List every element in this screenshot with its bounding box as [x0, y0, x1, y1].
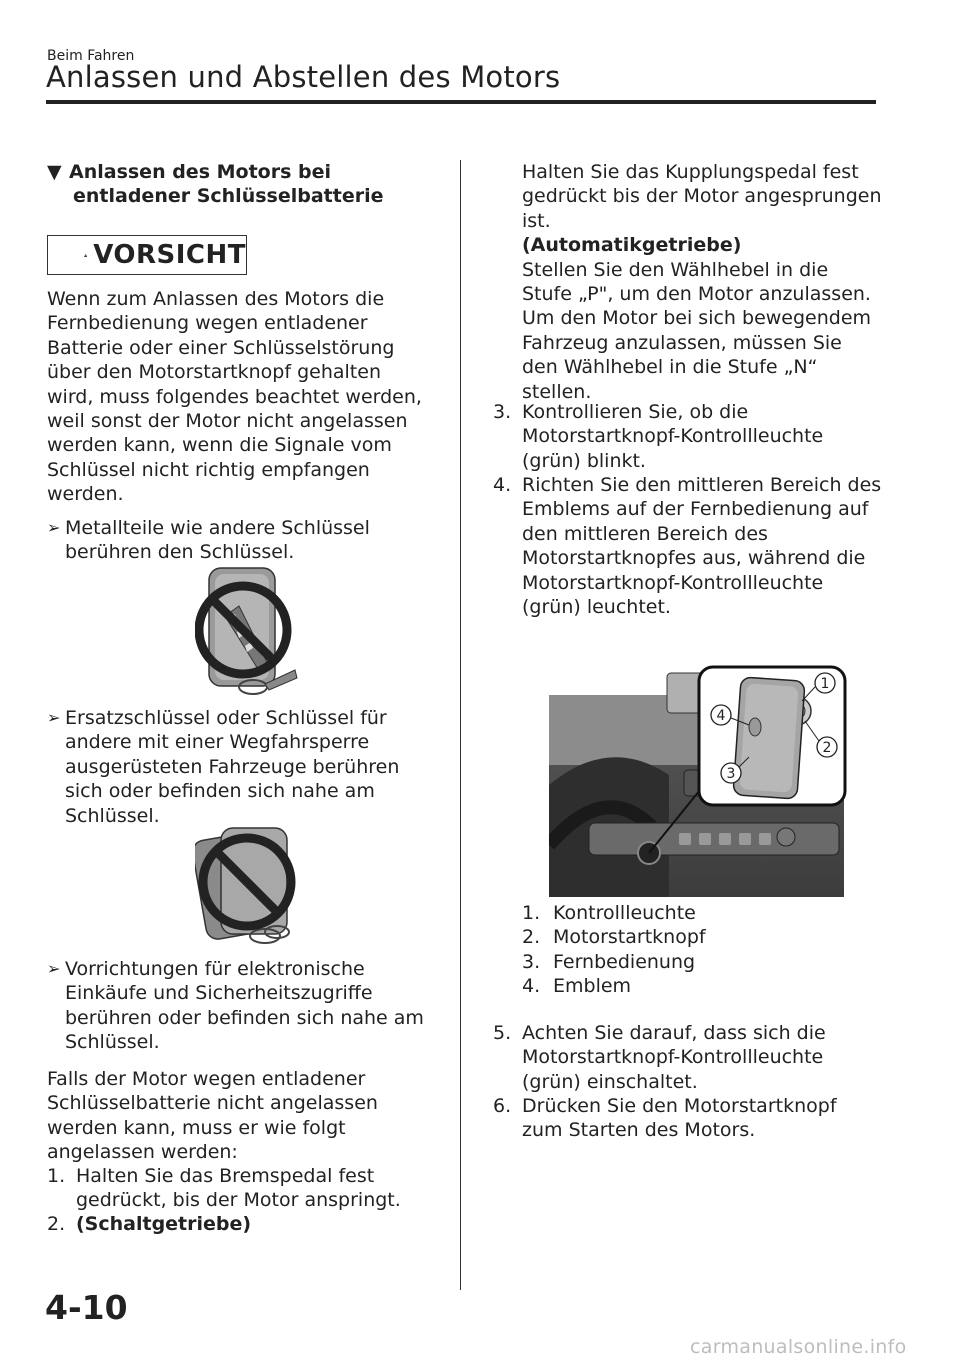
step-number: 3. — [493, 401, 512, 423]
title-rule — [46, 100, 876, 104]
start-button-figure — [549, 665, 849, 897]
step-text: Halten Sie das Bremspedal fest gedrückt, bis der Motor anspringt. — [76, 1165, 401, 1212]
step-item — [493, 1021, 883, 1094]
figure-legend — [522, 901, 822, 999]
two-keys-illustration — [195, 822, 305, 947]
bullet-text: Vorrichtungen für elektronische Einkäufe und Sicherheitszugriffe berühren oder befinden sich nahe am Schlüssel. — [65, 958, 424, 1054]
step-number: 5. — [493, 1022, 512, 1044]
legend-item — [522, 925, 822, 949]
step-text: Drücken Sie den Motorstartknopf zum Starten des Motors. — [522, 1095, 837, 1142]
key-with-metal-key-illustration — [195, 566, 305, 698]
section-heading-line2: entladener Schlüsselbatterie — [73, 185, 384, 207]
caution-bullet — [47, 516, 427, 565]
legend-item — [522, 974, 822, 998]
legend-number: 3. — [522, 950, 541, 973]
step-item — [47, 1164, 427, 1213]
warning-triangle-icon — [84, 242, 87, 269]
legend-text: Motorstartknopf — [553, 926, 706, 949]
chevron-right-icon: ➢ — [47, 959, 61, 978]
watermark: carmanualsonline.info — [690, 1336, 907, 1358]
chevron-right-icon: ➢ — [47, 518, 61, 537]
column-divider — [460, 160, 461, 1290]
step-item — [493, 473, 883, 619]
callout-4: 4 — [716, 708, 726, 724]
step-2-continuation — [522, 160, 882, 404]
breadcrumb: Beim Fahren — [47, 48, 135, 64]
callout-1: 1 — [820, 676, 830, 692]
legend-number: 1. — [522, 902, 541, 924]
manual-transmission-text: Halten Sie das Kupplungspedal fest gedrückt bis der Motor angesprungen ist. — [522, 161, 882, 232]
step-number: 1. — [47, 1165, 66, 1187]
section-heading — [47, 160, 384, 208]
page-title: Anlassen und Abstellen des Motors — [46, 60, 561, 94]
legend-number: 2. — [522, 926, 541, 949]
step-number: 4. — [493, 474, 512, 496]
step-number: 2. — [47, 1213, 66, 1235]
caution-bullet — [47, 706, 427, 828]
step-text: Achten Sie darauf, dass sich die Motorstartknopf-Kontrollleuchte (grün) einschaltet. — [522, 1022, 826, 1093]
intro-paragraph: Falls der Motor wegen entladener Schlüsselbatterie nicht angelassen werden kann, muss er wie folgt angelassen werden: — [47, 1068, 378, 1164]
step-text: Kontrollieren Sie, ob die Motorstartknopf-Kontrollleuchte (grün) blinkt. — [522, 401, 824, 472]
section-marker-icon: ▼ — [47, 161, 62, 183]
page-number: 4-10 — [45, 1288, 128, 1327]
step-item — [493, 400, 873, 473]
caution-box — [47, 235, 247, 275]
automatic-transmission-text: Stellen Sie den Wählhebel in die Stufe „P", um den Motor anzulassen. Um den Motor bei sich bewegendem Fahrzeug anzulassen, müssen Sie den Wählhebel in die Stufe „N“ stellen. — [522, 258, 872, 403]
step-text: Richten Sie den mittleren Bereich des Emblems auf der Fernbedienung auf den mittleren Bereich des Motorstartknopfes aus, während die Motorstartknopf-Kontrollleuchte (grün) leuchtet. — [522, 474, 882, 619]
automatic-transmission-label: (Automatikgetriebe) — [522, 234, 742, 257]
legend-text: Emblem — [553, 975, 632, 998]
step-number: 6. — [493, 1095, 512, 1117]
callout-2: 2 — [822, 740, 832, 756]
caution-label: VORSICHT — [93, 240, 246, 270]
caution-bullet — [47, 957, 427, 1055]
chevron-right-icon: ➢ — [47, 708, 61, 727]
legend-text: Kontrollleuchte — [553, 902, 696, 924]
step-text: (Schaltgetriebe) — [76, 1213, 252, 1235]
bullet-text: Ersatzschlüssel oder Schlüssel für andere mit einer Wegfahrsperre ausgerüsteten Fahrzeuge berühren sich oder befinden sich nahe am Schlüssel. — [65, 707, 400, 827]
bullet-text: Metallteile wie andere Schlüssel berühren den Schlüssel. — [65, 517, 370, 564]
legend-item — [522, 901, 822, 925]
step-item — [47, 1212, 427, 1236]
legend-text: Fernbedienung — [553, 950, 696, 973]
section-heading-line1: Anlassen des Motors bei — [69, 161, 332, 183]
caution-text: Wenn zum Anlassen des Motors die Fernbedienung wegen entladener Batterie oder einer Schlüsselstörung über den Motorstartknopf gehalten wird, muss folgendes beachtet werden, weil sonst der Motor nicht angelassen werden kann, wenn die Signale vom Schlüssel nicht richtig empfangen werden. — [47, 288, 422, 506]
callout-3: 3 — [726, 766, 736, 782]
step-item — [493, 1094, 883, 1143]
legend-item — [522, 950, 822, 974]
legend-number: 4. — [522, 975, 541, 998]
